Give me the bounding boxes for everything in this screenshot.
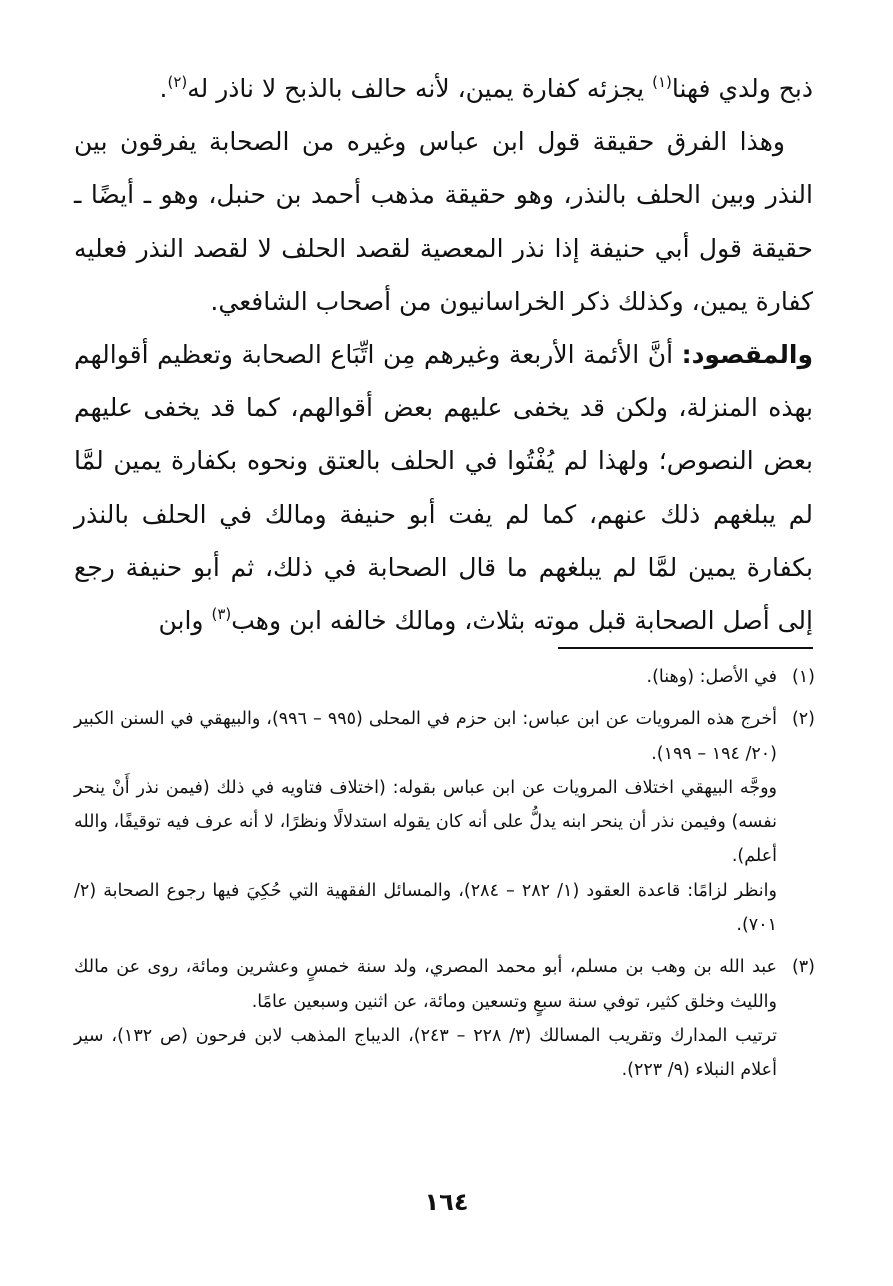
footnote-1-text: في الأصل: (وهنا). <box>646 667 777 687</box>
paragraph-3 <box>74 328 813 647</box>
footnote-3-number: (٣) <box>791 957 815 978</box>
footnote-2 <box>74 702 815 942</box>
footnote-3 <box>74 950 815 1087</box>
footnote-2-text-1: أخرج هذه المرويات عن ابن عباس: ابن حزم في المحلى (٩٩٥ – ٩٩٦)، والبيهقي في السنن الكبير (٢٠/ ١٩٤ – ١٩٩). <box>74 709 777 764</box>
main-text <box>74 62 813 647</box>
footnote-2-number: (٢) <box>791 709 815 730</box>
footnote-3-text-2: ترتيب المدارك وتقريب المسالك (٣/ ٢٢٨ – ٢٤٣)، الديباج المذهب لابن فرحون (ص ١٣٢)، سير أعلام النبلاء (٩/ ٢٢٣). <box>74 1025 778 1081</box>
footnotes <box>74 660 815 1096</box>
footnote-3-text-1: عبد الله بن وهب بن مسلم، أبو محمد المصري، ولد سنة خمسٍ وعشرين ومائة، روى عن مالك والليث وخلق كثير، توفي سنة سبعٍ وتسعين ومائة، عن اثنين وسبعين عامًا. <box>74 957 777 1012</box>
footnote-1 <box>74 660 815 694</box>
paragraph-1-text-a: ذبح ولدي فهنا <box>671 74 813 103</box>
paragraph-2: وهذا الفرق حقيقة قول ابن عباس وغيره من الصحابة يفرقون بين النذر وبين الحلف بالنذر، وهو حقيقة مذهب أحمد بن حنبل، وهو ـ أيضًا ـ حقيقة قول أبي حنيفة إذا نذر المعصية لقصد الحلف لا لقصد النذر فعليه كفارة يمين، وكذلك ذكر الخراسانيون من أصحاب الشافعي. <box>74 127 813 316</box>
paragraph-3-text-b: وابن <box>158 606 212 636</box>
paragraph-1 <box>74 62 813 115</box>
footnote-ref-3: (٣) <box>211 605 232 624</box>
paragraph-3-text-a: أنَّ الأئمة الأربعة وغيرهم مِن اتِّبَاع الصحابة وتعظيم أقوالهم بهذه المنزلة، ولكن قد يخفى عليهم بعض أقوالهم، كما قد يخفى عليهم بعض النصوص؛ ولهذا لم يُفْتُوا في الحلف بالعتق ونحوه بكفارة يمين لمَّا لم يبلغهم ذلك عنهم، كما لم يفت أبو حنيفة ومالك في الحلف بالنذر بكفارة يمين لمَّا لم يبلغهم ما قال الصحابة في ذلك، ثم أبو حنيفة رجع إلى أصل الصحابة قبل موته بثلاث، ومالك خالفه ابن وهب <box>74 340 813 636</box>
footnote-ref-2: (٢) <box>167 73 188 91</box>
footnote-separator <box>558 647 813 649</box>
page-number: ١٦٤ <box>424 1188 469 1216</box>
footnote-2-text-3: وانظر لزامًا: قاعدة العقود (١/ ٢٨٢ – ٢٨٤)، والمسائل الفقهية التي حُكِيَ فيها رجوع الصحابة (٢/ ٧٠١). <box>74 880 777 936</box>
footnote-ref-1: (١) <box>652 73 672 91</box>
footnote-1-number: (١) <box>791 667 815 687</box>
footnote-2-text-2: ووجَّه البيهقي اختلاف المرويات عن ابن عباس بقوله: (اختلاف فتاويه في ذلك (فيمن نذر أَنْ ينحر نفسه) وفيمن نذر أن ينحر ابنه يدلُّ على أنه كان يقوله استدلالًا ونظرًا، لا أنه عرف فيه توقيفًا، والله أعلم). <box>74 777 777 867</box>
paragraph-1-end: . <box>159 74 168 103</box>
paragraph-3-lead: والمقصود: <box>681 340 813 370</box>
paragraph-1-text-b: يجزئه كفارة يمين، لأنه حالف بالذبح لا ناذر له <box>187 74 653 103</box>
